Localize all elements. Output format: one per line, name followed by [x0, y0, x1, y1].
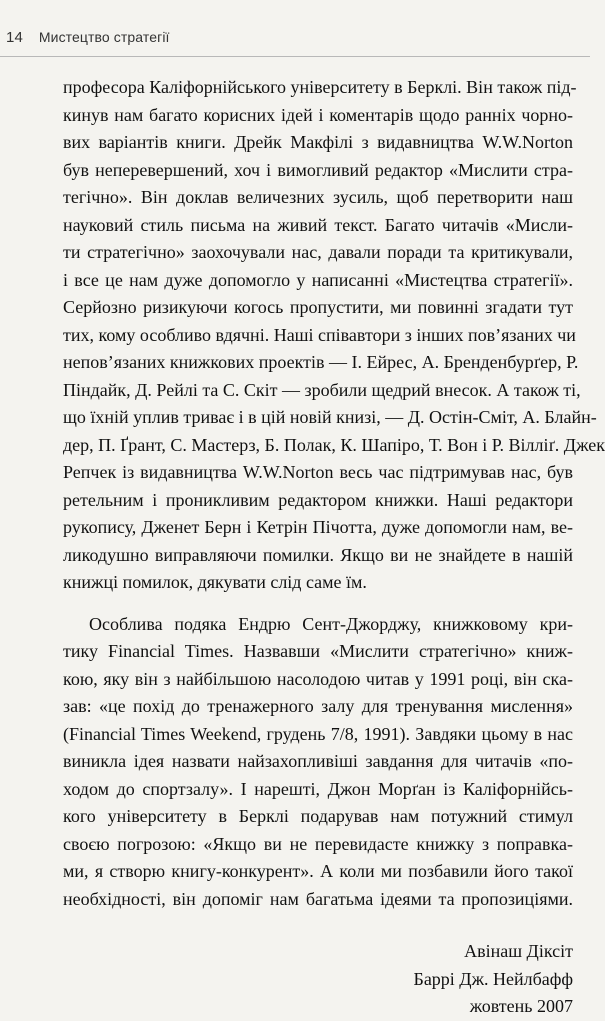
text-line: рукопису, Дженет Берн і Кетрін Пічотта, дуже допомогли нам, ве-	[63, 517, 573, 537]
text-line: (Financial Times Weekend, грудень 7/8, 1991). Завдяки цьому в нас	[63, 723, 573, 744]
page-number: 14	[6, 29, 23, 46]
text-line: тих, кому особливо вдячні. Наші співавтори з інших пов’язаних чи	[63, 324, 576, 345]
text-line: ми, я створю книгу-конкурент». А коли ми позбавили його такої	[63, 861, 573, 881]
text-line: зав: «це похід до тренажерного залу для тренування мислення»	[63, 696, 573, 716]
text-line: кою, яку він з найбільшою насолодою читав у 1991 році, він ска-	[63, 668, 573, 689]
text-line: науковий стиль письма на живий текст. Багато читачів «Мисли-	[63, 214, 573, 235]
signature-block	[63, 938, 573, 1021]
signature-author-1: Авінаш Діксіт	[464, 941, 573, 961]
text-line: необхідності, він допоміг нам багатьма ідеями та пропозиціями.	[63, 888, 573, 909]
text-line: і все це нам дуже допомогло у написанні «Мистецтва стратегії».	[63, 269, 573, 290]
text-line: Репчек із видавництва W.W.Norton весь час підтримував нас, був	[63, 462, 573, 482]
running-title: Мистецтво стратегії	[38, 29, 170, 45]
text-line: книжці помилок, дякувати слід саме їм.	[63, 572, 367, 592]
text-line: Серйозно ризикуючи когось пропустити, ми повинні згадати тут	[63, 297, 573, 317]
signature-date: жовтень 2007	[469, 996, 573, 1016]
text-line: виникла ідея назвати найзахопливіші завдання для читачів «по-	[63, 751, 573, 771]
text-line: ти стратегічно» заохочували нас, давали поради та критикували,	[63, 242, 573, 262]
text-line: дер, П. Ґрант, С. Мастерз, Б. Полак, К. Шапіро, Т. Вон і Р. Віллiґ. Джек	[63, 434, 605, 455]
text-line: кинув нам багато корисних ідей і коментарів щодо ранніх чорно-	[63, 104, 573, 125]
page-header	[6, 29, 170, 51]
page-body	[63, 74, 605, 1021]
text-line: тику Financial Times. Назвавши «Мислити стратегічно» книж-	[63, 641, 573, 661]
paragraph-acknowledgements-2	[63, 611, 573, 914]
paragraph-acknowledgements-1	[63, 74, 605, 597]
text-line: ликодушно виправляючи помилки. Якщо ви не знайдете в нашій	[63, 544, 573, 565]
text-line: був неперевершений, хоч і вимогливий редактор «Мислити стра-	[63, 159, 573, 180]
text-line: своєю погрозою: «Якщо ви не перевидасте книжку з поправка-	[63, 833, 573, 854]
text-line: що їхній уплив триває і в цій новій книзі, — Д. Остін-Сміт, А. Блайн-	[63, 407, 597, 427]
signature-author-2: Баррі Дж. Нейлбафф	[413, 968, 573, 989]
text-line: вих варіантів книги. Дрейк Макфілі з видавництва W.W.Norton	[63, 132, 573, 152]
text-line: тегічно». Він доклав величезних зусиль, щоб перетворити наш	[63, 187, 573, 207]
text-line: непов’язаних книжкових проектів — І. Ейрес, А. Бренденбурґер, Р.	[63, 352, 579, 372]
text-line: професора Каліфорнійського університету в Берклі. Він також під-	[63, 77, 577, 97]
text-line: Особлива подяка Ендрю Сент-Джорджу, книжковому кри-	[89, 613, 573, 634]
text-line: ретельним і проникливим редактором книжки. Наші редактори	[63, 489, 573, 510]
text-line: ходом до спортзалу». І нарешті, Джон Морґан із Каліфорнійсь-	[63, 778, 573, 799]
paragraph-gap	[63, 597, 573, 611]
text-line: кого університету в Берклі подарував нам потужний стимул	[63, 806, 573, 826]
header-rule	[0, 56, 590, 57]
text-line: Піндайк, Д. Рейлі та С. Скіт — зробили щедрий внесок. А також ті,	[63, 379, 581, 400]
